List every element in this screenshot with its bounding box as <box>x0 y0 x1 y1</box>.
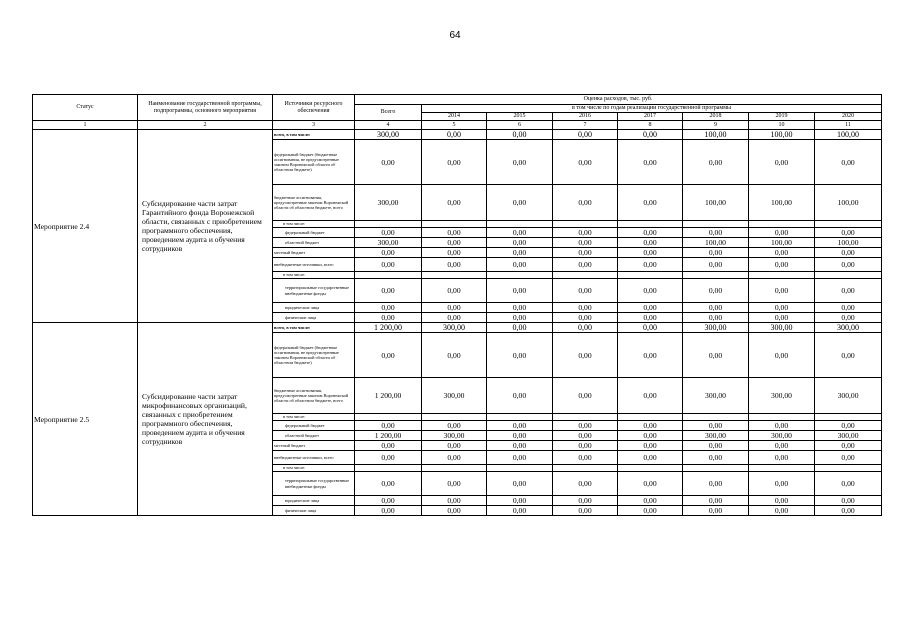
value-cell: 100,00 <box>683 130 749 140</box>
value-cell: 0,00 <box>553 431 618 441</box>
value-cell: 0,00 <box>683 248 749 258</box>
value-cell <box>422 414 487 421</box>
column-number: 7 <box>553 121 618 130</box>
value-cell: 0,00 <box>422 333 487 378</box>
status-cell: Мероприятие 2.4 <box>33 130 138 323</box>
source-cell: местный бюджет <box>273 441 355 451</box>
value-cell: 0,00 <box>815 248 882 258</box>
source-cell: юридические лица <box>273 303 355 313</box>
value-cell: 300,00 <box>683 378 749 414</box>
source-cell: внебюджетные источники, всего <box>273 451 355 465</box>
header-year: 2018 <box>683 113 749 121</box>
value-cell <box>749 414 815 421</box>
value-cell: 0,00 <box>815 451 882 465</box>
value-cell: 0,00 <box>487 451 553 465</box>
value-cell: 0,00 <box>487 185 553 221</box>
header-year: 2015 <box>487 113 553 121</box>
value-cell: 0,00 <box>618 140 683 185</box>
value-cell: 0,00 <box>422 248 487 258</box>
value-cell: 0,00 <box>618 506 683 516</box>
value-cell <box>618 414 683 421</box>
source-cell: в том числе: <box>273 414 355 421</box>
value-cell: 0,00 <box>618 496 683 506</box>
value-cell: 100,00 <box>815 130 882 140</box>
source-cell: территориальные государственные внебюджетные фонды <box>273 472 355 496</box>
value-cell: 0,00 <box>553 303 618 313</box>
value-cell: 300,00 <box>815 323 882 333</box>
source-cell: юридические лица <box>273 496 355 506</box>
value-cell: 0,00 <box>355 313 422 323</box>
value-cell: 0,00 <box>422 506 487 516</box>
header-name: Наименование государственной программы, подпрограммы, основного мероприятия <box>138 95 273 121</box>
value-cell: 0,00 <box>487 303 553 313</box>
value-cell: 0,00 <box>487 258 553 272</box>
value-cell: 0,00 <box>553 140 618 185</box>
value-cell: 0,00 <box>815 258 882 272</box>
value-cell: 0,00 <box>749 472 815 496</box>
value-cell: 0,00 <box>422 228 487 238</box>
column-number: 1 <box>33 121 138 130</box>
value-cell: 0,00 <box>683 506 749 516</box>
value-cell: 0,00 <box>355 228 422 238</box>
table-row <box>33 130 882 140</box>
value-cell: 0,00 <box>487 248 553 258</box>
value-cell: 100,00 <box>683 238 749 248</box>
value-cell: 0,00 <box>749 451 815 465</box>
source-cell: внебюджетные источники, всего <box>273 258 355 272</box>
value-cell: 0,00 <box>683 496 749 506</box>
value-cell <box>422 272 487 279</box>
header-year: 2020 <box>815 113 882 121</box>
header-estimate: Оценка расходов, тыс. руб. <box>355 95 882 105</box>
value-cell: 0,00 <box>815 506 882 516</box>
value-cell: 0,00 <box>815 333 882 378</box>
value-cell: 0,00 <box>487 228 553 238</box>
value-cell: 0,00 <box>355 506 422 516</box>
column-number: 11 <box>815 121 882 130</box>
value-cell <box>618 272 683 279</box>
value-cell <box>355 221 422 228</box>
value-cell: 0,00 <box>815 421 882 431</box>
source-cell: в том числе: <box>273 465 355 472</box>
value-cell <box>749 221 815 228</box>
source-cell: местный бюджет <box>273 248 355 258</box>
value-cell: 0,00 <box>422 238 487 248</box>
value-cell: 300,00 <box>422 378 487 414</box>
source-cell: бюджетные ассигнования, предусмотренные законом Воронежской области об областном бюджете, всего <box>273 185 355 221</box>
value-cell: 0,00 <box>553 313 618 323</box>
value-cell <box>618 465 683 472</box>
value-cell <box>487 272 553 279</box>
value-cell: 0,00 <box>749 248 815 258</box>
value-cell: 0,00 <box>422 279 487 303</box>
value-cell: 0,00 <box>553 472 618 496</box>
header-year: 2019 <box>749 113 815 121</box>
value-cell <box>553 272 618 279</box>
value-cell: 0,00 <box>487 472 553 496</box>
value-cell: 0,00 <box>553 323 618 333</box>
header-by-years: в том числе по годам реализации государственной программы <box>422 105 882 113</box>
value-cell: 0,00 <box>553 441 618 451</box>
value-cell: 100,00 <box>749 130 815 140</box>
value-cell: 0,00 <box>618 323 683 333</box>
value-cell: 0,00 <box>749 333 815 378</box>
source-cell: областной бюджет <box>273 238 355 248</box>
value-cell: 0,00 <box>618 313 683 323</box>
value-cell <box>355 414 422 421</box>
value-cell: 0,00 <box>683 140 749 185</box>
value-cell: 0,00 <box>683 421 749 431</box>
source-cell: всего, в том числе: <box>273 130 355 140</box>
activity-name-cell: Субсидирование части затрат Гарантийного фонда Воронежской области, связанных с приобретением программного обеспечения, проведением аудита и обучения сотрудников <box>138 130 273 323</box>
value-cell: 0,00 <box>553 496 618 506</box>
column-number: 9 <box>683 121 749 130</box>
column-number: 2 <box>138 121 273 130</box>
value-cell: 1 200,00 <box>355 378 422 414</box>
value-cell: 0,00 <box>683 279 749 303</box>
value-cell: 0,00 <box>355 140 422 185</box>
value-cell: 0,00 <box>618 248 683 258</box>
value-cell: 0,00 <box>553 378 618 414</box>
source-cell: федеральный бюджет (бюджетные ассигнования, не предусмотренные законом Воронежской области об областном бюджете) <box>273 140 355 185</box>
value-cell: 0,00 <box>553 506 618 516</box>
value-cell: 0,00 <box>422 185 487 221</box>
value-cell: 0,00 <box>487 313 553 323</box>
header-year: 2017 <box>618 113 683 121</box>
value-cell: 0,00 <box>487 140 553 185</box>
column-number: 4 <box>355 121 422 130</box>
value-cell: 300,00 <box>749 378 815 414</box>
source-cell: в том числе: <box>273 272 355 279</box>
value-cell: 0,00 <box>683 303 749 313</box>
value-cell: 0,00 <box>422 140 487 185</box>
header-year: 2014 <box>422 113 487 121</box>
value-cell: 100,00 <box>815 185 882 221</box>
value-cell: 0,00 <box>355 441 422 451</box>
source-cell: бюджетные ассигнования, предусмотренные законом Воронежской области об областном бюджете, всего <box>273 378 355 414</box>
value-cell: 0,00 <box>355 258 422 272</box>
value-cell: 0,00 <box>815 303 882 313</box>
value-cell: 0,00 <box>422 441 487 451</box>
value-cell <box>683 272 749 279</box>
value-cell: 0,00 <box>487 441 553 451</box>
value-cell: 0,00 <box>618 279 683 303</box>
column-number: 8 <box>618 121 683 130</box>
value-cell: 0,00 <box>618 472 683 496</box>
value-cell: 0,00 <box>553 185 618 221</box>
value-cell: 0,00 <box>683 472 749 496</box>
value-cell: 0,00 <box>618 303 683 313</box>
column-number: 10 <box>749 121 815 130</box>
source-cell: областной бюджет <box>273 431 355 441</box>
value-cell <box>553 414 618 421</box>
value-cell: 0,00 <box>355 333 422 378</box>
value-cell: 0,00 <box>355 496 422 506</box>
value-cell: 0,00 <box>355 421 422 431</box>
value-cell: 0,00 <box>355 279 422 303</box>
header-year: 2016 <box>553 113 618 121</box>
value-cell: 0,00 <box>749 140 815 185</box>
value-cell: 300,00 <box>815 431 882 441</box>
source-cell: федеральный бюджет <box>273 421 355 431</box>
value-cell: 0,00 <box>422 451 487 465</box>
value-cell: 0,00 <box>487 323 553 333</box>
value-cell: 0,00 <box>553 248 618 258</box>
value-cell: 0,00 <box>618 130 683 140</box>
value-cell: 1 200,00 <box>355 323 422 333</box>
status-cell: Мероприятие 2.5 <box>33 323 138 516</box>
value-cell: 0,00 <box>618 421 683 431</box>
source-cell: федеральный бюджет <box>273 228 355 238</box>
value-cell: 0,00 <box>749 496 815 506</box>
value-cell: 0,00 <box>487 496 553 506</box>
value-cell: 100,00 <box>749 185 815 221</box>
value-cell <box>618 221 683 228</box>
header-status: Статус <box>33 95 138 121</box>
value-cell: 0,00 <box>749 313 815 323</box>
value-cell: 300,00 <box>422 323 487 333</box>
value-cell: 0,00 <box>618 451 683 465</box>
value-cell: 0,00 <box>749 441 815 451</box>
value-cell: 0,00 <box>355 248 422 258</box>
value-cell <box>749 465 815 472</box>
value-cell: 300,00 <box>815 378 882 414</box>
value-cell: 0,00 <box>815 441 882 451</box>
value-cell: 300,00 <box>749 323 815 333</box>
value-cell: 0,00 <box>553 279 618 303</box>
value-cell: 300,00 <box>355 238 422 248</box>
source-cell: федеральный бюджет (бюджетные ассигнования, не предусмотренные законом Воронежской области об областном бюджете) <box>273 333 355 378</box>
value-cell: 0,00 <box>618 333 683 378</box>
value-cell: 0,00 <box>355 303 422 313</box>
value-cell: 0,00 <box>553 258 618 272</box>
value-cell: 0,00 <box>815 228 882 238</box>
value-cell: 0,00 <box>422 496 487 506</box>
value-cell: 0,00 <box>683 228 749 238</box>
source-cell: территориальные государственные внебюджетные фонды <box>273 279 355 303</box>
value-cell: 0,00 <box>749 506 815 516</box>
value-cell: 0,00 <box>749 228 815 238</box>
value-cell: 0,00 <box>618 258 683 272</box>
table-row <box>33 323 882 333</box>
value-cell: 0,00 <box>487 421 553 431</box>
value-cell: 0,00 <box>815 313 882 323</box>
value-cell: 300,00 <box>683 431 749 441</box>
value-cell: 0,00 <box>553 228 618 238</box>
value-cell: 0,00 <box>618 441 683 451</box>
value-cell <box>355 272 422 279</box>
source-cell: всего, в том числе: <box>273 323 355 333</box>
value-cell: 0,00 <box>749 279 815 303</box>
value-cell: 0,00 <box>553 333 618 378</box>
value-cell: 0,00 <box>422 258 487 272</box>
value-cell <box>553 221 618 228</box>
value-cell: 0,00 <box>618 228 683 238</box>
value-cell: 0,00 <box>553 238 618 248</box>
value-cell: 0,00 <box>815 472 882 496</box>
value-cell <box>683 414 749 421</box>
value-cell: 0,00 <box>683 258 749 272</box>
value-cell: 100,00 <box>749 238 815 248</box>
value-cell <box>815 272 882 279</box>
value-cell: 0,00 <box>815 496 882 506</box>
value-cell: 0,00 <box>487 506 553 516</box>
value-cell: 0,00 <box>618 378 683 414</box>
value-cell <box>815 414 882 421</box>
column-number: 5 <box>422 121 487 130</box>
value-cell <box>487 221 553 228</box>
value-cell: 100,00 <box>815 238 882 248</box>
value-cell: 0,00 <box>487 279 553 303</box>
value-cell: 0,00 <box>553 130 618 140</box>
value-cell: 0,00 <box>487 130 553 140</box>
page-number: 64 <box>449 30 461 41</box>
value-cell: 300,00 <box>422 431 487 441</box>
header-total: Всего <box>355 105 422 121</box>
value-cell: 0,00 <box>683 441 749 451</box>
value-cell <box>553 465 618 472</box>
budget-table <box>32 94 882 516</box>
column-number: 3 <box>273 121 355 130</box>
value-cell <box>815 465 882 472</box>
value-cell: 0,00 <box>749 421 815 431</box>
value-cell: 0,00 <box>749 258 815 272</box>
value-cell: 300,00 <box>683 323 749 333</box>
value-cell: 0,00 <box>422 130 487 140</box>
value-cell: 0,00 <box>487 333 553 378</box>
source-cell: физические лица <box>273 506 355 516</box>
value-cell: 0,00 <box>487 238 553 248</box>
value-cell: 0,00 <box>355 451 422 465</box>
value-cell: 100,00 <box>683 185 749 221</box>
source-cell: физические лица <box>273 313 355 323</box>
value-cell: 0,00 <box>487 431 553 441</box>
value-cell: 300,00 <box>355 185 422 221</box>
value-cell: 0,00 <box>683 313 749 323</box>
value-cell <box>355 465 422 472</box>
value-cell: 0,00 <box>683 333 749 378</box>
value-cell: 0,00 <box>422 313 487 323</box>
value-cell: 0,00 <box>815 279 882 303</box>
value-cell <box>422 221 487 228</box>
value-cell: 0,00 <box>422 472 487 496</box>
value-cell: 0,00 <box>618 185 683 221</box>
source-cell: в том числе: <box>273 221 355 228</box>
value-cell <box>487 465 553 472</box>
value-cell: 0,00 <box>487 378 553 414</box>
value-cell: 0,00 <box>422 303 487 313</box>
value-cell: 0,00 <box>618 431 683 441</box>
value-cell: 0,00 <box>553 421 618 431</box>
value-cell: 0,00 <box>553 451 618 465</box>
value-cell: 0,00 <box>815 140 882 185</box>
value-cell <box>815 221 882 228</box>
value-cell <box>683 465 749 472</box>
value-cell: 0,00 <box>683 451 749 465</box>
value-cell <box>487 414 553 421</box>
header-source: Источники ресурсного обеспечения <box>273 95 355 121</box>
column-number: 6 <box>487 121 553 130</box>
value-cell: 0,00 <box>618 238 683 248</box>
value-cell <box>749 272 815 279</box>
value-cell: 1 200,00 <box>355 431 422 441</box>
value-cell: 300,00 <box>355 130 422 140</box>
value-cell: 0,00 <box>422 421 487 431</box>
value-cell: 0,00 <box>749 303 815 313</box>
activity-name-cell: Субсидирование части затрат микрофинансовых организаций, связанных с приобретением программного обеспечения, проведением аудита и обучения сотрудников <box>138 323 273 516</box>
value-cell: 300,00 <box>749 431 815 441</box>
value-cell <box>683 221 749 228</box>
value-cell: 0,00 <box>355 472 422 496</box>
value-cell <box>422 465 487 472</box>
